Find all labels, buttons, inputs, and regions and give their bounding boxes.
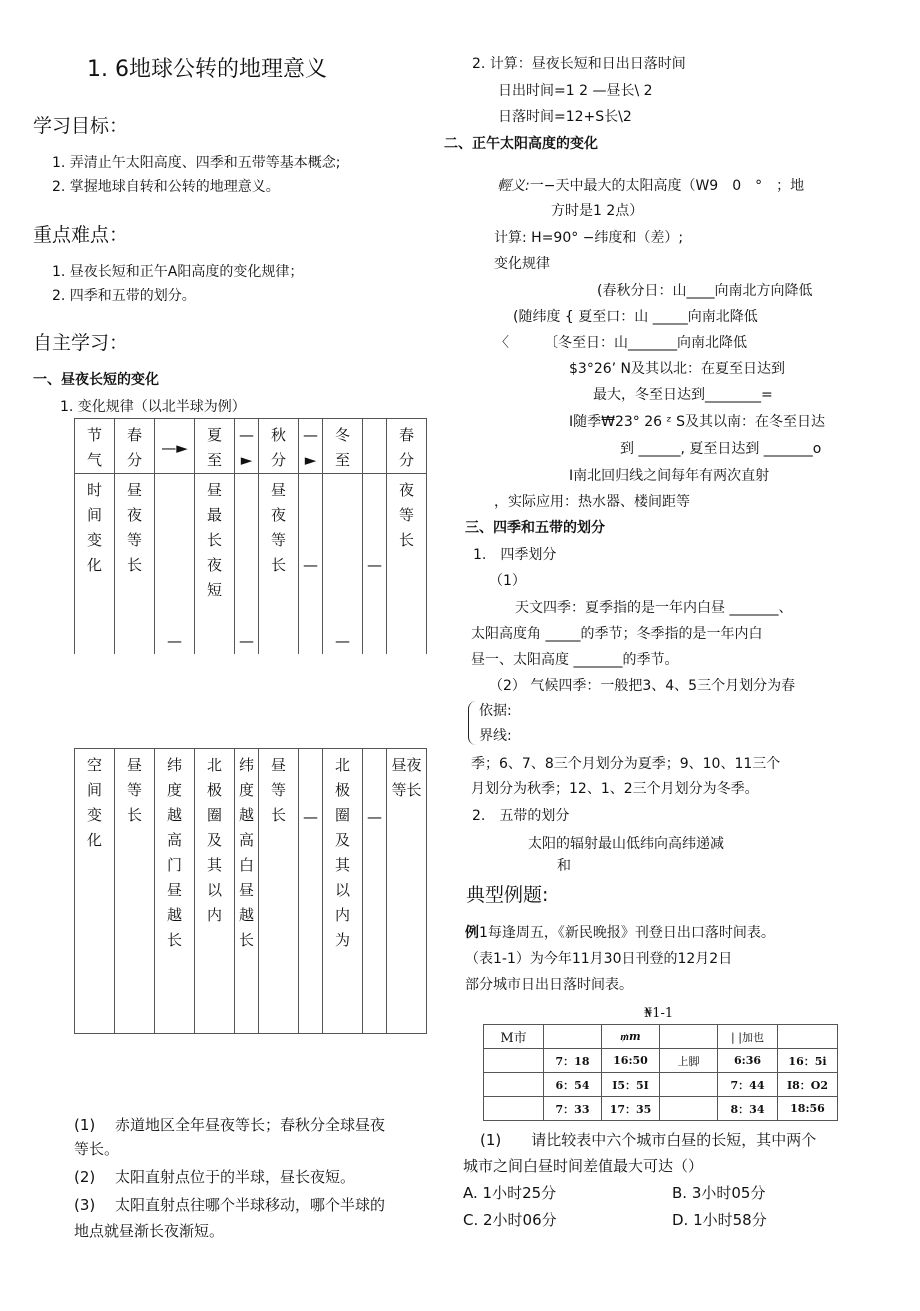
zones-heading: 2. 五带的划分 [472,808,570,824]
note-line: 等长。 [74,1140,120,1158]
table-cell: — [155,474,195,654]
table-cell: 昼最长夜 短 [195,474,235,654]
sunrise-sunset-table [483,1024,838,1121]
table-cell: 昼夜等长 [259,474,299,654]
question-line: (1) 请比较表中六个城市白昼的长短，其中两个 [480,1131,817,1149]
table-cell: — [299,749,323,1034]
table-cell [660,1097,718,1121]
example-line: （表1-1）为今年11月30日刊登的12月2日 [465,951,733,967]
question-line: 城市之间白昼时间差值最大可达（） [463,1157,704,1175]
option-b: B. 3小时05分 [672,1184,766,1202]
table-cell: I5：5I [602,1073,660,1097]
table-cell: 6:36 [718,1049,778,1073]
key-item: 1. 昼夜长短和正午A阳高度的变化规律； [52,264,304,280]
section-heading: 一、昼夜长短的变化 [33,372,159,388]
table-cell [363,419,387,474]
table-caption: ₦1-1 [644,1006,674,1021]
paragraph-number: （1） [489,573,526,589]
zones-line: 太阳的辐射最山低纬向高纬递减 [528,836,724,852]
note-line: (1) 赤道地区全年昼夜等长；春秋分全球昼夜 [74,1116,386,1134]
goal-item: 1. 弄清止午太阳高度、四季和五带等基本概念; [52,155,341,171]
rule-line: $3°26’ N及其以北：在夏至日达到 [569,361,786,377]
definition-line2: 方时是1 2点） [551,203,644,219]
table-cell: — [363,749,387,1034]
table-cell [484,1073,544,1097]
table-cell: 冬至 [323,419,363,474]
section-heading: 三、四季和五带的划分 [465,520,605,536]
table-cell: — [363,474,387,654]
table-cell: M市 [484,1025,544,1049]
rule-line: 〈 〔冬至日：山_______向南北降低 [495,335,747,351]
option-d: D. 1小时58分 [672,1211,767,1229]
option-c: C. 2小时06分 [463,1211,557,1229]
section-subheading: 1. 变化规律（以北半球为例） [60,399,246,415]
note-line: 地点就昼渐长夜渐短。 [74,1222,225,1240]
table-cell: 北极圈及其以内 [195,749,235,1034]
table-cell: 昼夜等长 [115,474,155,654]
note-line: (3) 太阳直射点往哪个半球移动，哪个半球的 [74,1196,386,1214]
definition-text: 一−天中最大的太阳高度（W9 0 ° ；地 [529,178,805,194]
rule-line: 最大，冬至日达到________= [593,387,773,403]
astronomical-seasons-line: 昼一、太阳高度 _______的季节。 [471,652,679,668]
climate-seasons-line: 季；6、7、8三个月划分为夏季；9、10、11三个 [471,756,781,772]
self-study-heading: 自主学习： [33,332,129,354]
table-cell: — [299,474,323,654]
sunrise-formula: 日出时间=1 2 —昼长\ 2 [498,83,653,99]
table-cell: —► [155,419,195,474]
climate-seasons-line: 月划分为秋季；12、1、2三个月划分为冬季。 [471,781,759,797]
key-heading: 重点难点： [33,224,129,246]
table-cell: —► [299,419,323,474]
section-heading: 二、正午太阳高度的变化 [444,136,598,152]
table-cell: 昼 等长 [259,749,299,1034]
table-cell: 6：54 [544,1073,602,1097]
table-cell: 纬度越高白昼越长 [235,749,259,1034]
table-cell [660,1025,718,1049]
seasons-heading: 1. 四季划分 [473,547,557,563]
table-cell: —► [235,419,259,474]
table-cell: 春分 [115,419,155,474]
note-line: (2) 太阳直射点位于的半球，昼长夜短。 [74,1168,356,1186]
table-cell: I8：O2 [778,1073,838,1097]
table-cell: 时间变化 [75,474,115,654]
rule-heading: 变化规律 [494,256,550,272]
option-a: A. 1小时25分 [463,1184,557,1202]
table-cell [660,1073,718,1097]
table-cell [544,1025,602,1049]
goals-heading: 学习目标： [33,115,129,137]
table-cell: ₥m [602,1025,660,1049]
table-cell: 北极圈及其以内为 [323,749,363,1034]
calc-heading: 2. 计算：昼夜长短和日出日落时间 [472,56,686,72]
day-length-space-table [74,748,427,1034]
definition-line [497,176,804,196]
example-text: 1每逢周五，《新民晚报》刊登日出口落时间表。 [479,925,775,941]
climate-seasons-line: （2） 气候四季：一般把3、4、5三个月划分为春 [489,678,796,694]
basis-label: 依据: [479,703,512,719]
table-cell: 16:50 [602,1049,660,1073]
rule-line: ，实际应用：热水器、楼间距等 [494,494,690,510]
table-cell [484,1049,544,1073]
table-cell: 18:56 [778,1097,838,1121]
example-line: 部分城市日出日落时间表。 [465,977,633,993]
formula-line: 计算: H=90° −纬度和（差）; [494,230,684,246]
key-item: 2. 四季和五带的划分。 [52,288,196,304]
table-cell: — [323,474,363,654]
definition-label: 輕义: [497,178,530,194]
zones-line: 和 [557,858,571,874]
table-cell: 节气 [75,419,115,474]
page-title: 1. 6地球公转的地理意义 [87,57,327,82]
table-cell: 夜等长 [387,474,427,654]
table-cell [778,1025,838,1049]
table-cell: 7：33 [544,1097,602,1121]
table-cell: 昼 等长 [115,749,155,1034]
table-cell: 7：18 [544,1049,602,1073]
table-cell [484,1097,544,1121]
table-cell: 上脚 [660,1049,718,1073]
table-cell: 纬度越高门昼越长 [155,749,195,1034]
rule-line: 到 ______, 夏至日达到 _______o [620,441,822,457]
brace-icon [468,701,477,745]
example-line [465,923,775,943]
rule-line: I南北回归线之间每年有两次直射 [569,468,770,484]
boundary-label: 界线: [479,728,512,744]
rule-line: I随季₩23° 26 ᶻ S及其以南：在冬至日达 [569,414,825,430]
table-cell: 春分 [387,419,427,474]
goal-item: 2. 掌握地球自转和公转的地理意义。 [52,179,280,195]
table-cell: 秋分 [259,419,299,474]
sunset-formula: 日落时间=12+S长\2 [498,109,632,125]
table-cell: 空间变化 [75,749,115,1034]
astronomical-seasons-line: 天文四季：夏季指的是一年内白昼 _______、 [515,600,793,616]
example-label: 例 [465,925,479,941]
table-cell: — [235,474,259,654]
table-cell: 16：5i [778,1049,838,1073]
table-cell: 8：34 [718,1097,778,1121]
table-cell: 17：35 [602,1097,660,1121]
table-cell: 7：44 [718,1073,778,1097]
day-length-time-table [74,418,427,654]
rule-line: (春秋分日：山____向南北方向降低 [597,283,813,299]
astronomical-seasons-line: 太阳高度角 _____的季节；冬季指的是一年内白 [471,626,763,642]
table-cell: 夏至 [195,419,235,474]
table-cell: | |加也 [718,1025,778,1049]
example-heading: 典型例题: [466,884,549,906]
rule-line: (随纬度 { 夏至口：山 _____向南北降低 [513,309,758,325]
table-cell: 昼夜等长 [387,749,427,1034]
